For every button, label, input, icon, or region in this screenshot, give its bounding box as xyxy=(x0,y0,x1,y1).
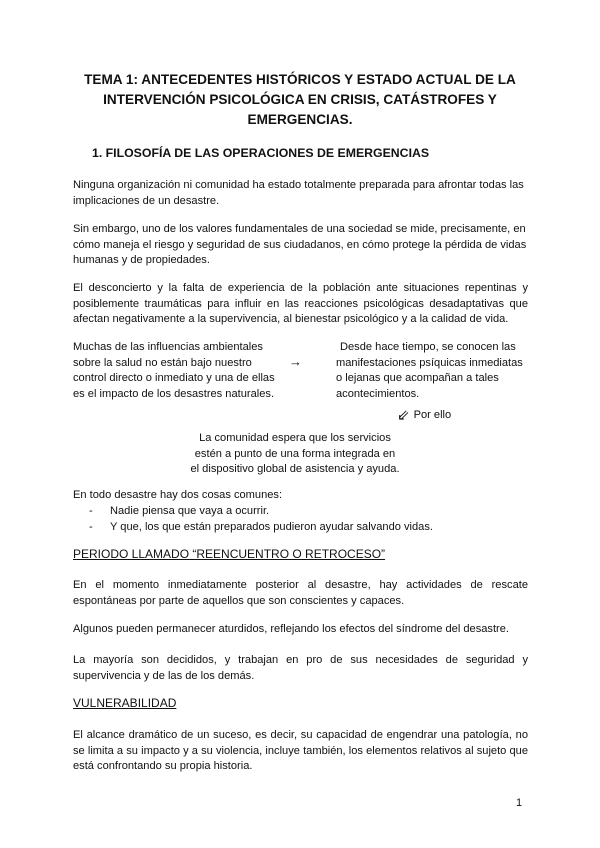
diagram-left-line: Muchas de las influencias ambientales xyxy=(73,341,263,353)
diagram-right-line: acontecimientos. xyxy=(336,387,420,400)
paragraph-sin-embargo: Sin embargo, uno de los valores fundamentales de una sociedad se mide, precisamente, en cómo maneja el riesgo y seguridad de sus ciudadanos, en cómo protege la pérdida de vidas humanas y de propiedades. xyxy=(73,223,527,267)
page-title: TEMA 1: ANTECEDENTES HISTÓRICOS Y ESTADO ACTUAL DE LA INTERVENCIÓN PSICOLÓGICA EN CRISIS, CATÁSTROFES Y EMERGENCIAS. xyxy=(84,72,516,127)
list-item: - Nadie piensa que vaya a ocurrir. xyxy=(89,505,270,517)
diagram-center-line: estén a punto de una forma integrada en xyxy=(194,447,396,460)
paragraph-common-intro: En todo desastre hay dos cosas comunes: xyxy=(73,489,283,501)
arrow-right-icon: → xyxy=(289,354,302,369)
diagram-left-block xyxy=(73,340,288,402)
diagram-left-line: sobre la salud no están bajo nuestro xyxy=(73,356,252,369)
section-heading-filosofia: 1. FILOSOFÍA DE LAS OPERACIONES DE EMERGENCIAS xyxy=(92,146,430,160)
diagram-right-block xyxy=(336,340,536,402)
paragraph-aturdidos: Algunos pueden permanecer aturdidos, reflejando los efectos del síndrome del desastre. xyxy=(73,623,510,635)
por-ello-annotation xyxy=(397,406,451,424)
arrow-down-left-icon: ⇙ xyxy=(397,407,410,424)
diagram-center-block xyxy=(150,431,440,478)
heading-vulnerabilidad: VULNERABILIDAD xyxy=(73,696,177,710)
paragraph-desconcierto: El desconcierto y la falta de experiencia de la población ante situaciones repentinas y posiblemente traumáticas para influir en las reacciones psicológicas desadaptativas que afectan negativamente a la supervivencia, al bienestar psicológico y a la calidad de vida. xyxy=(73,282,528,326)
diagram-right-line: Desde hace tiempo, se conocen las xyxy=(340,341,516,353)
common-list xyxy=(73,504,513,535)
diagram-left-line: control directo o inmediato y una de ellas xyxy=(73,372,275,385)
diagram-center-line: La comunidad espera que los servicios xyxy=(199,432,391,444)
paragraph-alcance: El alcance dramático de un suceso, es decir, su capacidad de engendrar una patología, no se limita a su impacto y a su violencia, incluye también, los elementos relativos al sujeto que está confrontando su propia historia. xyxy=(73,729,528,773)
paragraph-ninguna: Ninguna organización ni comunidad ha estado totalmente preparada para afrontar todas las implicaciones de un desastre. xyxy=(73,179,524,207)
list-item: - Y que, los que están preparados pudieron ayudar salvando vidas. xyxy=(89,520,433,533)
diagram-left-line: es el impacto de los desastres naturales. xyxy=(73,387,275,400)
por-ello-label: Por ello xyxy=(413,409,452,421)
page-number: 1 xyxy=(516,797,523,809)
paragraph-mayoria: La mayoría son decididos, y trabajan en pro de sus necesidades de seguridad y supervivencia y de las de los demás. xyxy=(73,654,528,682)
diagram-right-line: manifestaciones psíquicas inmediatas xyxy=(336,356,523,369)
diagram-right-line: o lejanas que acompañan a tales xyxy=(336,372,499,385)
paragraph-momento: En el momento inmediatamente posterior al desastre, hay actividades de rescate espontáneas por parte de aquellos que son conscientes y capaces. xyxy=(73,579,528,607)
diagram-center-line: el dispositivo global de asistencia y ayuda. xyxy=(190,463,400,476)
heading-periodo: PERIODO LLAMADO “REENCUENTRO O RETROCESO” xyxy=(73,547,386,561)
